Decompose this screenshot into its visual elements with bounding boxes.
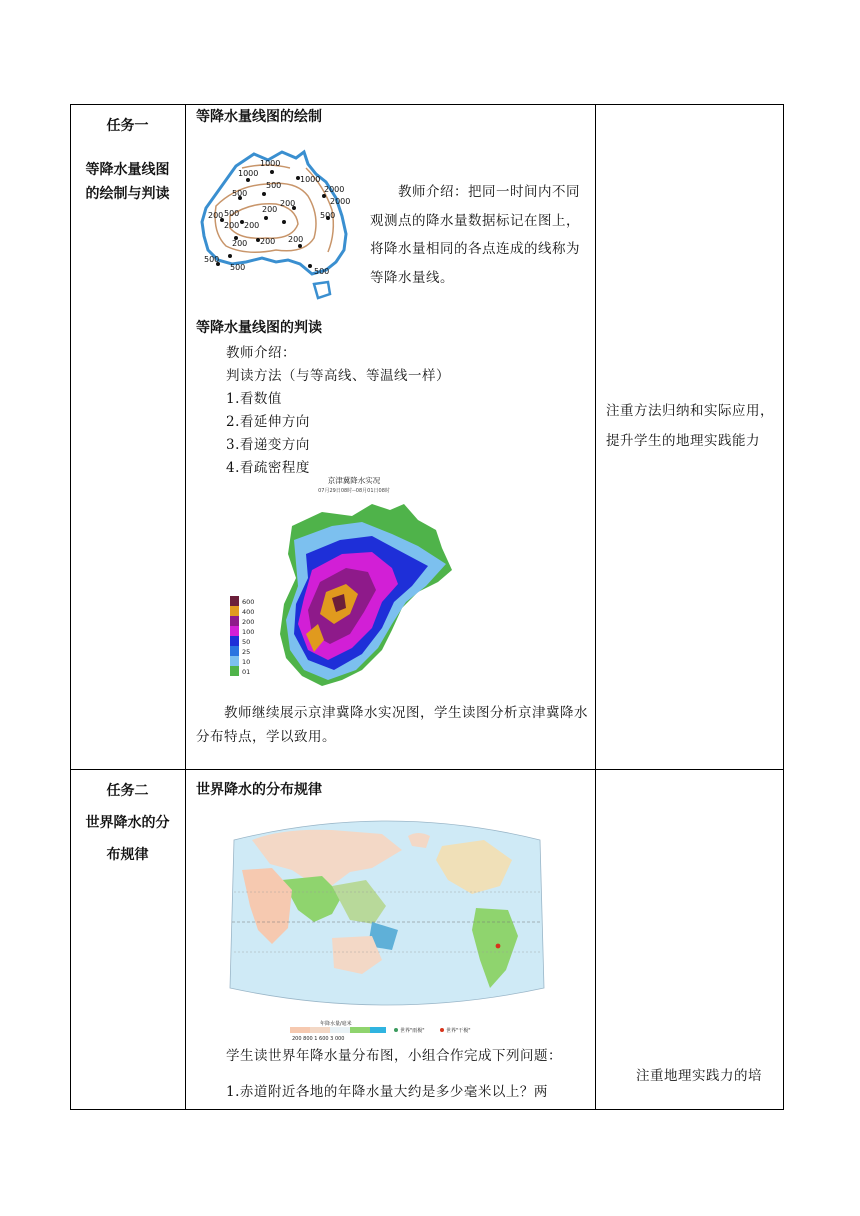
task2-label: 任务二 <box>106 783 149 799</box>
legend-swatch <box>370 1027 386 1033</box>
task2-topic-line2: 布规律 <box>106 847 149 863</box>
table-border-left <box>70 104 71 1110</box>
legend-swatch <box>230 656 239 666</box>
world-question-1: 1.赤道附近各地的年降水量大约是多少毫米以上？两 <box>226 1084 548 1100</box>
tasmania-outline <box>314 282 330 298</box>
teacher-intro-isohyet: 教师介绍：把同一时间内不同观测点的降水量数据标记在图上，将降水量相同的各点连成的线称为等降水量线。 <box>370 184 580 286</box>
legend-swatch <box>350 1027 370 1033</box>
step-item: 1.看数值 <box>226 391 282 407</box>
legend-label: 10 <box>242 658 251 666</box>
legend-swatch <box>310 1027 330 1033</box>
legend-label: 50 <box>242 638 251 646</box>
legend-label: 100 <box>242 628 255 636</box>
map-label: 200 <box>280 199 296 208</box>
heading-world-precip: 世界降水的分布规律 <box>196 782 322 798</box>
legend-swatch <box>330 1027 350 1033</box>
map-label: 200 <box>288 235 304 244</box>
jjj-map-title: 京津冀降水实况 <box>327 476 381 485</box>
dry-pole-marker <box>496 944 501 949</box>
legend-swatch <box>230 596 239 606</box>
table-border-top <box>70 104 784 105</box>
legend-title: 年降水量/毫米 <box>320 1021 352 1027</box>
task2-title <box>70 778 185 868</box>
map-label: 1000 <box>260 159 281 168</box>
heading-drawing: 等降水量线图的绘制 <box>196 109 322 125</box>
heading-reading: 等降水量线图的判读 <box>196 320 322 336</box>
map-label: 200 <box>224 221 240 230</box>
step-item: 3.看递变方向 <box>226 437 310 453</box>
map-label: 500 <box>230 263 246 272</box>
world-map-legend <box>290 1020 510 1042</box>
read-method: 判读方法（与等高线、等温线一样） <box>226 368 450 384</box>
map-label: 2000 <box>330 197 351 206</box>
map-label: 500 <box>232 189 248 198</box>
jjj-map-subtitle: 07月29日08时--08月01日08时 <box>318 488 390 494</box>
map-label: 200 <box>262 205 278 214</box>
legend-label: 600 <box>242 598 255 606</box>
rain-pole-legend-dot <box>394 1028 398 1032</box>
legend-swatch <box>230 606 239 616</box>
dry-pole-legend-dot <box>440 1028 444 1032</box>
map-label: 500 <box>224 209 240 218</box>
step-item: 2.看延伸方向 <box>226 414 310 430</box>
legend-swatch <box>290 1027 310 1033</box>
task2-topic-line1: 世界降水的分 <box>85 815 170 831</box>
map-label: 200 <box>232 239 248 248</box>
step-item: 4.看疏密程度 <box>226 460 310 476</box>
column-divider <box>595 104 596 1110</box>
task1-label: 任务一 <box>106 118 149 134</box>
jjj-precipitation-map <box>222 474 462 690</box>
map-label: 200 <box>244 221 260 230</box>
legend-label: 世界"雨极" <box>400 1028 425 1034</box>
reading-steps <box>226 342 450 480</box>
map-label: 200 <box>260 237 276 246</box>
map-label: 500 <box>266 181 282 190</box>
legend-label: 400 <box>242 608 255 616</box>
legend-swatch <box>230 626 239 636</box>
task1-title <box>70 114 185 206</box>
world-precipitation-map <box>222 810 552 1018</box>
map-label: 2000 <box>324 185 345 194</box>
jjj-legend <box>230 596 254 676</box>
table-border-right <box>783 104 784 1110</box>
legend-label: 世界"干极" <box>446 1028 471 1034</box>
jjj-closing-paragraph: 教师继续展示京津冀降水实况图，学生读图分析京津冀降水分布特点，学以致用。 <box>196 705 588 745</box>
design-note-1: 注重方法归纳和实际应用，提升学生的地理实践能力 <box>606 403 774 449</box>
legend-swatch <box>230 616 239 626</box>
read-intro: 教师介绍： <box>226 345 296 361</box>
legend-swatch <box>230 646 239 656</box>
legend-swatch <box>230 636 239 646</box>
legend-label: 25 <box>242 648 251 656</box>
map-label: 1000 <box>238 169 259 178</box>
map-label: 500 <box>314 267 330 276</box>
table-border-bottom <box>70 1109 784 1110</box>
design-note-2: 注重地理实践力的培 <box>636 1068 762 1084</box>
australia-isohyet-map <box>196 146 356 304</box>
task1-topic-line1: 等降水量线图 <box>85 162 170 178</box>
map-label: 200 <box>208 211 224 220</box>
legend-label: 200 <box>242 618 255 626</box>
world-task-intro: 学生读世界年降水量分布图，小组合作完成下列问题： <box>226 1048 562 1064</box>
map-label: 1000 <box>300 175 321 184</box>
legend-swatch <box>230 666 239 676</box>
task1-topic-line2: 的绘制与判读 <box>85 186 170 202</box>
column-divider <box>185 104 186 1110</box>
legend-label: 01 <box>242 668 251 676</box>
row-divider <box>70 769 784 770</box>
map-label: 500 <box>320 211 336 220</box>
map-label: 500 <box>204 255 220 264</box>
legend-ticks: 200 800 1 600 3 000 <box>292 1036 345 1042</box>
lesson-table <box>70 104 784 1110</box>
